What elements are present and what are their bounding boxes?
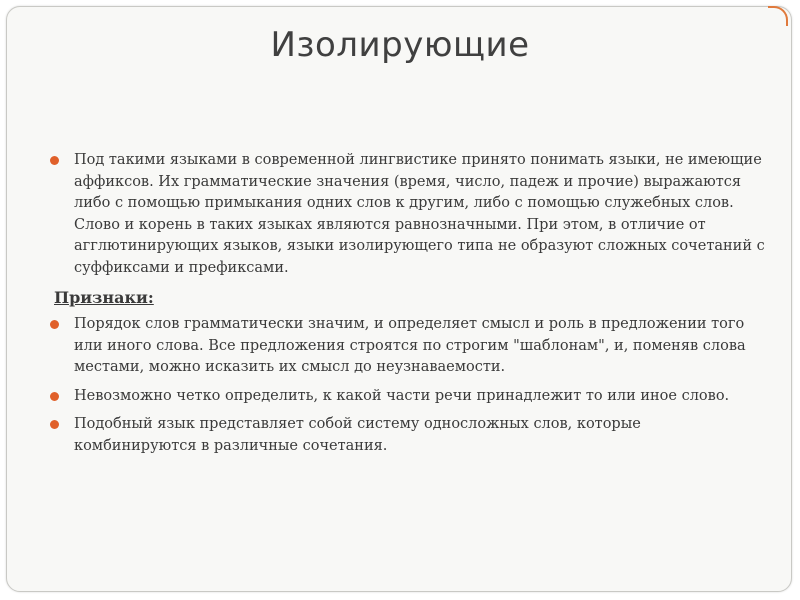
features-heading: Признаки: — [54, 288, 154, 307]
intro-bullet-item — [50, 150, 765, 279]
bullet-icon — [50, 392, 59, 401]
bullet-icon — [50, 156, 59, 165]
slide-title: Изолирующие — [270, 25, 530, 65]
bullet-icon — [50, 420, 59, 429]
feature-text: Порядок слов грамматически значим, и определяет смысл и роль в предложении того или иного слова. Все предложения строятся по строгим "шаблонам", и, поменяв слова местами, можно исказить их смысл до неузнаваемости. — [74, 316, 746, 375]
feature-text: Невозможно четко определить, к какой части речи принадлежит то или иное слово. — [74, 387, 730, 404]
bullet-icon — [50, 320, 59, 329]
feature-item — [50, 386, 765, 408]
slide-body — [50, 150, 765, 457]
feature-text: Подобный язык представляет собой систему односложных слов, которые комбинируются в различные сочетания. — [74, 416, 641, 454]
feature-item — [50, 314, 765, 379]
intro-paragraph: Под такими языками в современной лингвистике принято понимать языки, не имеющие аффиксов. Их грамматические значения (время, число, падеж и прочие) выражаются либо с помощью примыкания одних слов к другим, либо с помощью служебных слов. Слово и корень в таких языках являются равнозначными. При этом, в отличие от агглютинирующих языков, языки изолирующего типа не образуют сложных сочетаний с суффиксами и префиксами. — [74, 152, 765, 276]
feature-item — [50, 414, 765, 457]
